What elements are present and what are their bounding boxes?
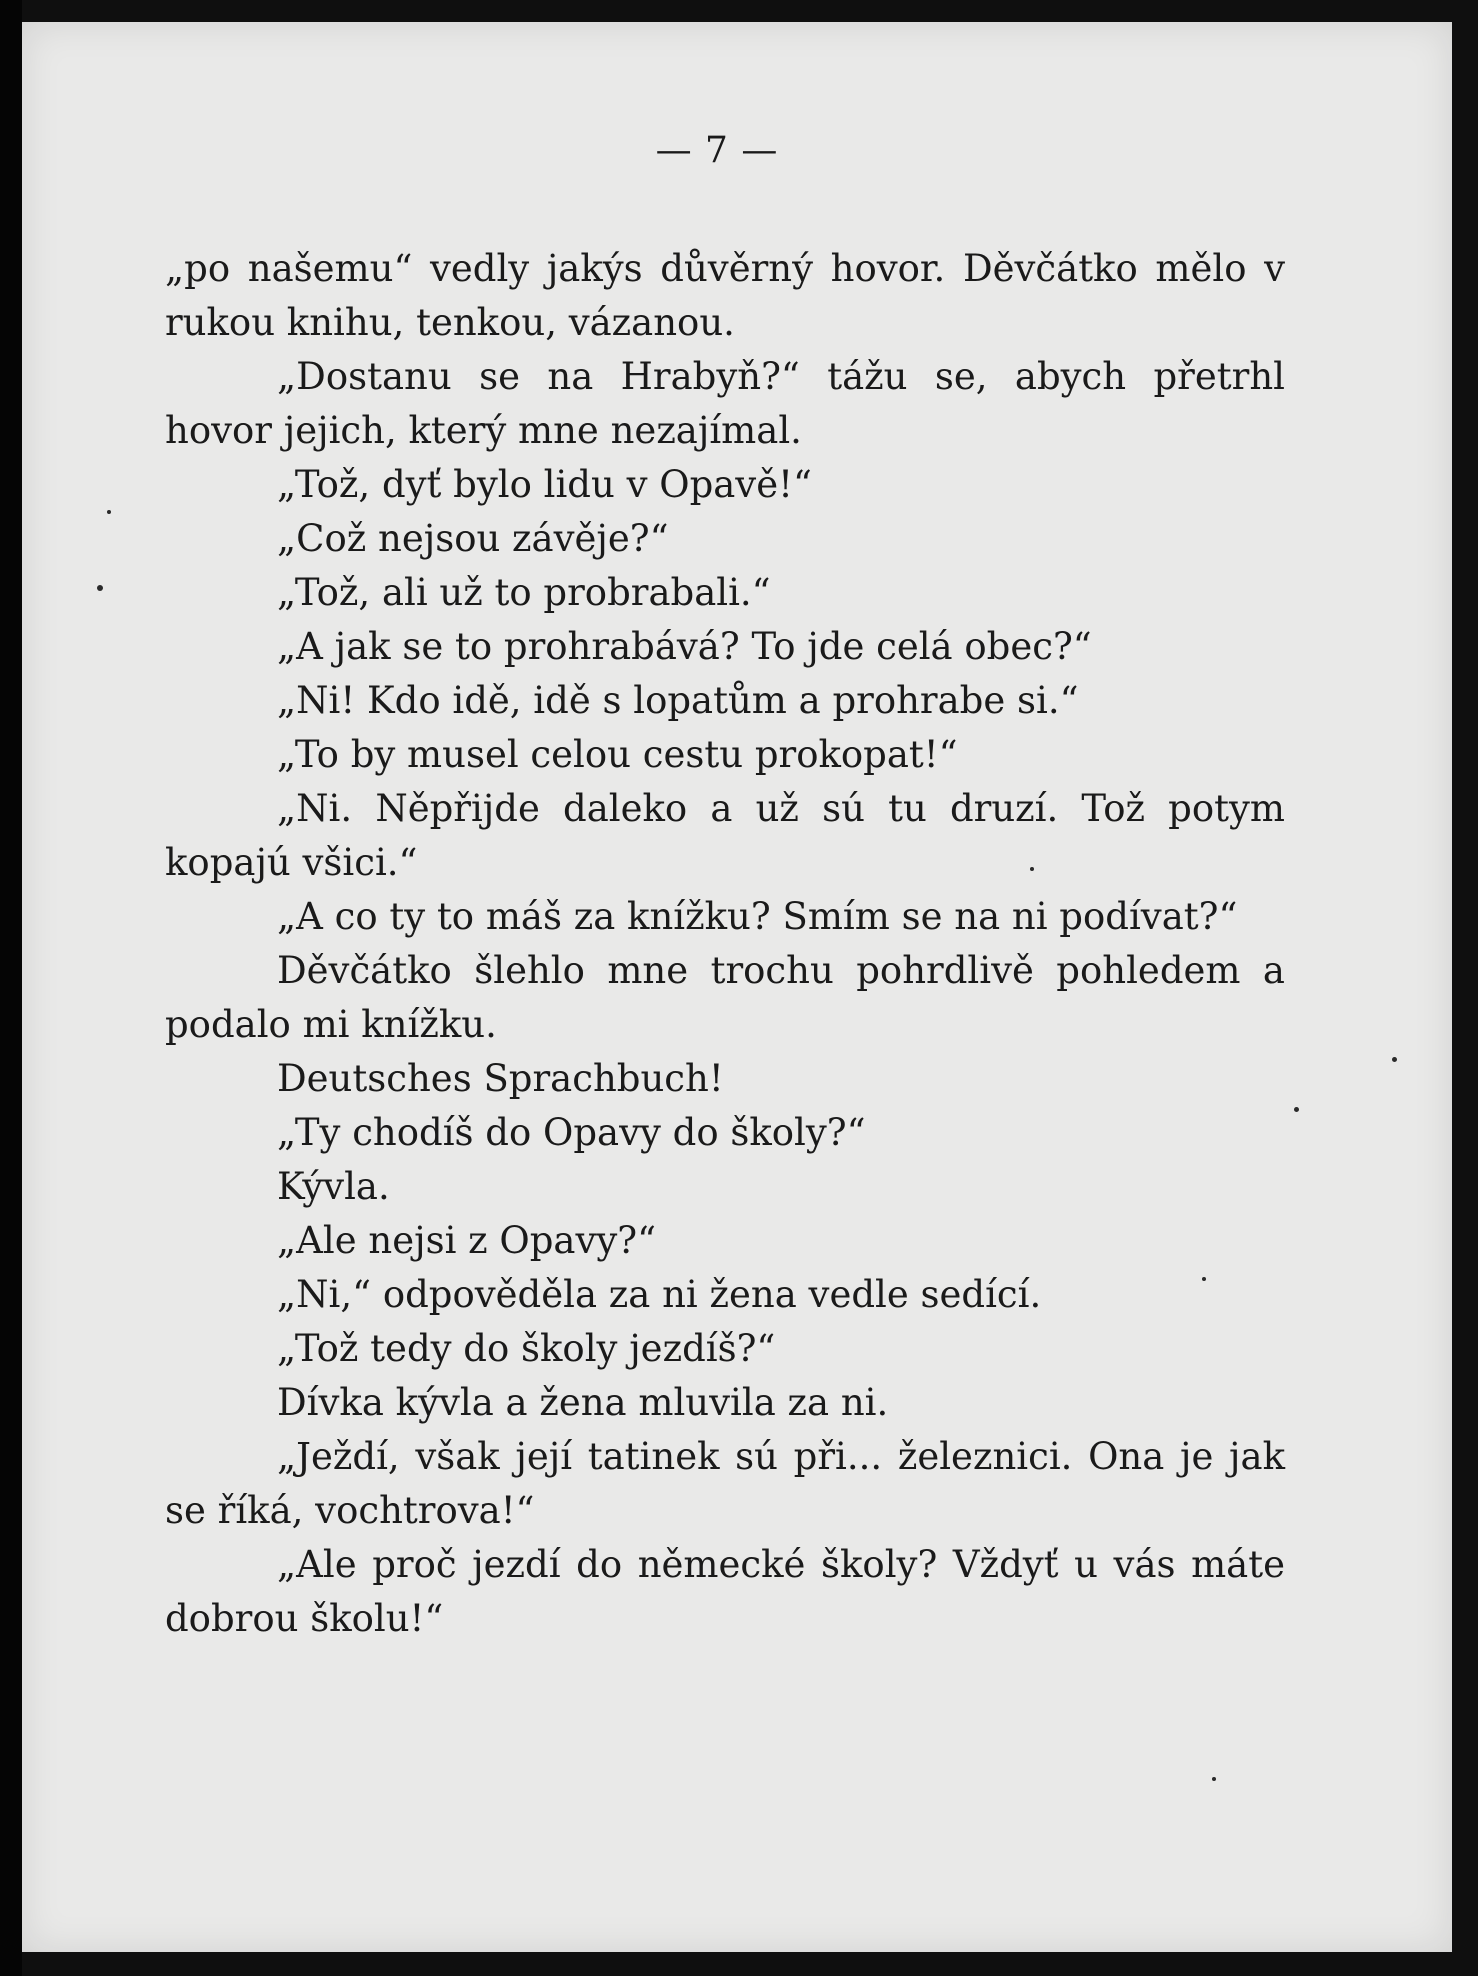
paragraph: „Ni! Kdo idě, idě s lopatům a prohrabe si.“ <box>277 679 1079 722</box>
scan-speck <box>107 510 111 514</box>
paragraph: Kývla. <box>277 1165 390 1208</box>
scan-left-edge <box>0 0 22 1976</box>
scan-speck <box>1392 1057 1397 1062</box>
paragraph: „A co ty to máš za knížku? Smím se na ni podívat?“ <box>277 895 1238 938</box>
paragraph: „To by musel celou cestu prokopat!“ <box>277 733 958 776</box>
paragraph: „Dostanu se na Hrabyň?“ tážu se, abych přetrhl hovor jejich, který mne nezajímal. <box>165 355 1285 452</box>
paragraph: „Tož, ali už to probrabali.“ <box>277 571 771 614</box>
scan-speck <box>1212 1777 1216 1781</box>
paragraph: „Což nejsou závěje?“ <box>277 517 669 560</box>
paragraph: „Ale proč jezdí do německé školy? Vždyť u vás máte dobrou školu!“ <box>165 1543 1285 1640</box>
paragraph: „Tož, dyť bylo lidu v Opavě!“ <box>277 463 812 506</box>
page-number: — 7 — <box>655 130 779 171</box>
paragraph: „Ni,“ odpověděla za ni žena vedle sedící. <box>277 1273 1042 1316</box>
paragraph: Deutsches Sprachbuch! <box>277 1057 724 1100</box>
paragraph: „Ty chodíš do Opavy do školy?“ <box>277 1111 866 1154</box>
paragraph: „A jak se to prohrabává? To jde celá obec?“ <box>277 625 1092 668</box>
paragraph: „Ni. Něpřijde daleko a už sú tu druzí. Tož potym kopajú všici.“ <box>165 787 1285 884</box>
paragraph: „Ale nejsi z Opavy?“ <box>277 1219 657 1262</box>
page-body-text <box>165 242 1285 1646</box>
paragraph: „po našemu“ vedly jakýs důvěrný hovor. Děvčátko mělo v rukou knihu, tenkou, vázanou. <box>165 247 1285 344</box>
scan-speck <box>97 585 103 591</box>
scan-speck <box>1030 867 1034 871</box>
paragraph: „Tož tedy do školy jezdíš?“ <box>277 1327 776 1370</box>
book-page <box>22 22 1452 1952</box>
paragraph: Děvčátko šlehlo mne trochu pohrdlivě pohledem a podalo mi knížku. <box>165 949 1285 1046</box>
paragraph: „Ježdí, však její tatinek sú při... železnici. Ona je jak se říká, vochtrova!“ <box>165 1435 1285 1532</box>
scan-speck <box>1294 1107 1299 1112</box>
paragraph: Dívka kývla a žena mluvila za ni. <box>277 1381 889 1424</box>
scan-speck <box>1202 1277 1206 1281</box>
